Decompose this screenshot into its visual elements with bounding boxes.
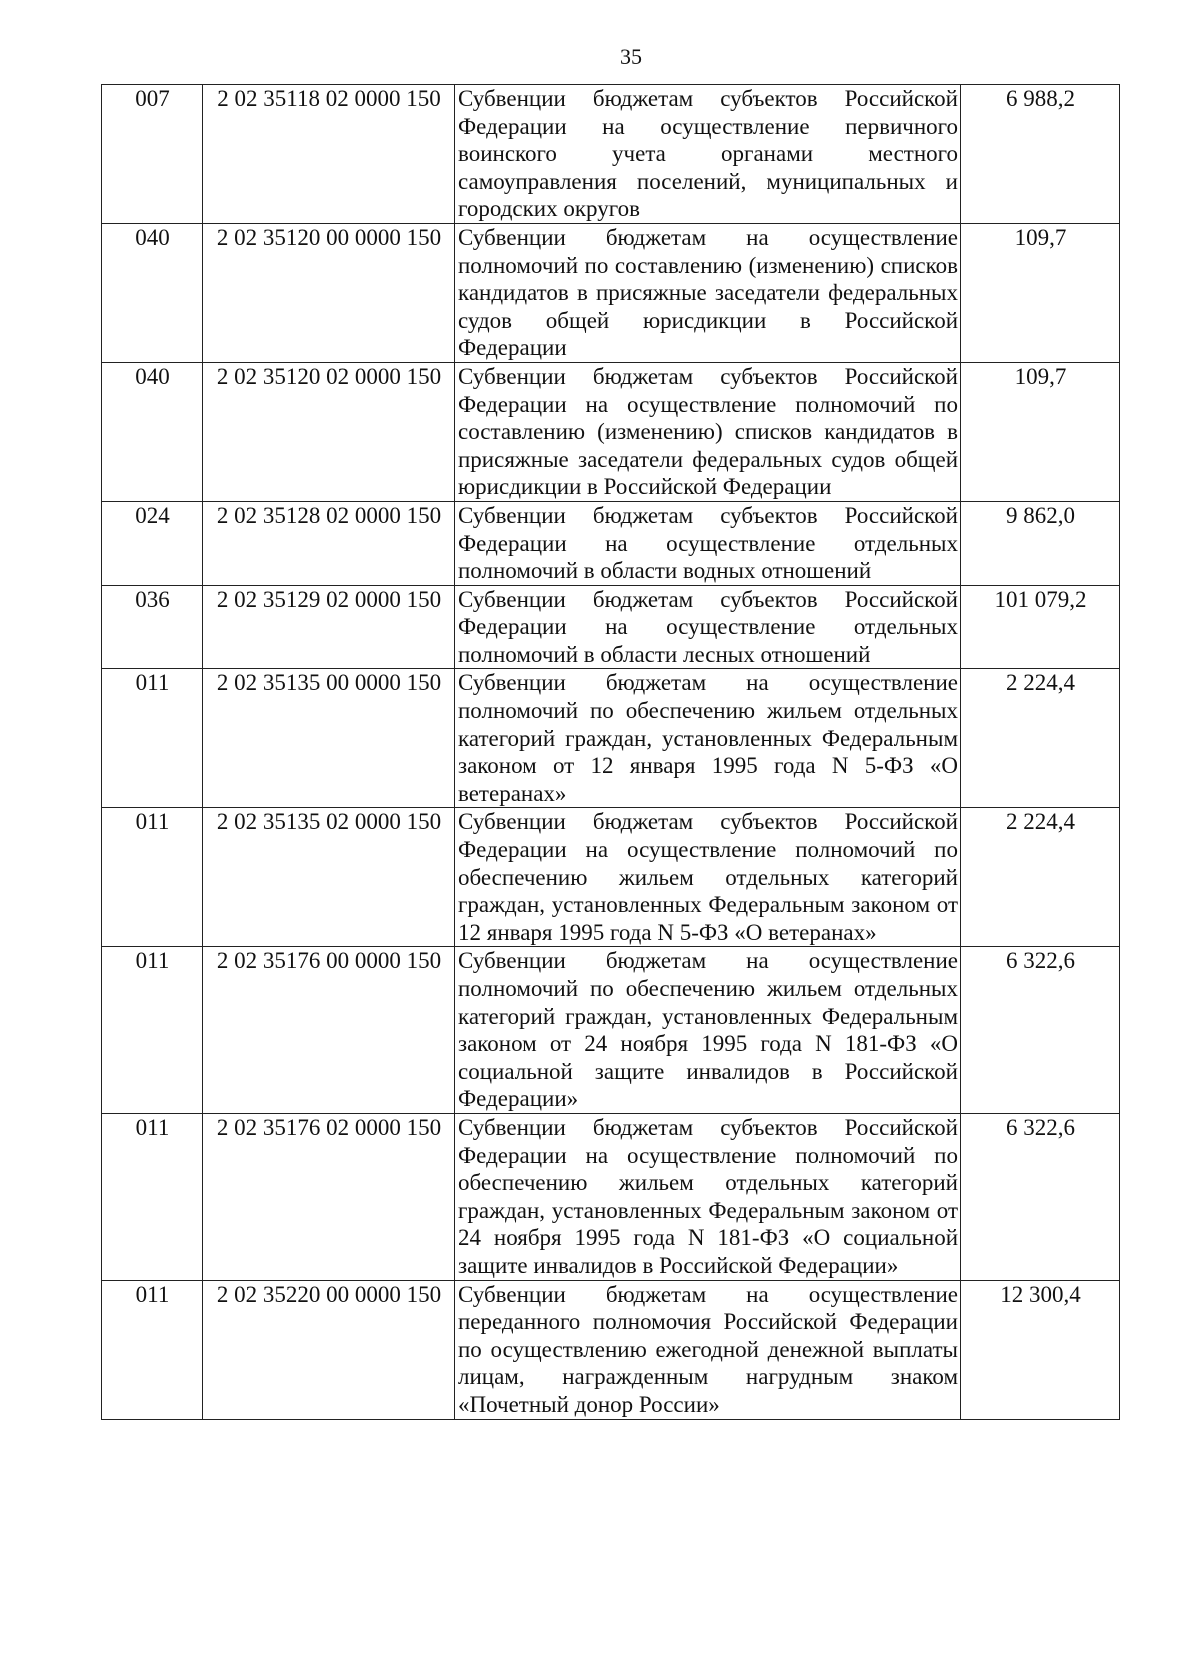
admin-code-cell: 011 <box>102 947 203 1114</box>
admin-code-cell: 011 <box>102 1280 203 1419</box>
amount-cell: 109,7 <box>961 223 1120 362</box>
description-cell: Субвенции бюджетам субъектов Российской Федерации на осуществление отдельных полномочий в области лесных отношений <box>455 585 961 669</box>
table-row <box>102 669 1120 808</box>
amount-cell: 6 322,6 <box>961 947 1120 1114</box>
budget-table <box>101 84 1120 1420</box>
budget-code-cell: 2 02 35135 00 0000 150 <box>203 669 455 808</box>
page-number: 35 <box>620 44 642 69</box>
table-row <box>102 85 1120 224</box>
amount-cell: 109,7 <box>961 362 1120 501</box>
description-cell: Субвенции бюджетам субъектов Российской Федерации на осуществление полномочий по обеспечению жильем отдельных категорий граждан, установленных Федеральным законом от 24 ноября 1995 года N 181-ФЗ «О социальной защите инвалидов в Российской Федерации» <box>455 1113 961 1280</box>
budget-code-cell: 2 02 35118 02 0000 150 <box>203 85 455 224</box>
amount-cell: 12 300,4 <box>961 1280 1120 1419</box>
amount-cell: 6 322,6 <box>961 1113 1120 1280</box>
amount-cell: 2 224,4 <box>961 808 1120 947</box>
description-cell: Субвенции бюджетам на осуществление полномочий по обеспечению жильем отдельных категорий граждан, установленных Федеральным законом от 12 января 1995 года N 5-ФЗ «О ветеранах» <box>455 669 961 808</box>
admin-code-cell: 024 <box>102 501 203 585</box>
admin-code-cell: 011 <box>102 808 203 947</box>
amount-cell: 6 988,2 <box>961 85 1120 224</box>
budget-code-cell: 2 02 35176 02 0000 150 <box>203 1113 455 1280</box>
description-cell: Субвенции бюджетам на осуществление переданного полномочия Российской Федерации по осуществлению ежегодной денежной выплаты лицам, награжденным нагрудным знаком «Почетный донор России» <box>455 1280 961 1419</box>
table-row <box>102 1113 1120 1280</box>
description-cell: Субвенции бюджетам субъектов Российской Федерации на осуществление полномочий по обеспечению жильем отдельных категорий граждан, установленных Федеральным законом от 12 января 1995 года N 5-ФЗ «О ветеранах» <box>455 808 961 947</box>
budget-code-cell: 2 02 35120 00 0000 150 <box>203 223 455 362</box>
description-cell: Субвенции бюджетам субъектов Российской Федерации на осуществление первичного воинского учета органами местного самоуправления поселений, муниципальных и городских округов <box>455 85 961 224</box>
budget-code-cell: 2 02 35220 00 0000 150 <box>203 1280 455 1419</box>
description-cell: Субвенции бюджетам субъектов Российской Федерации на осуществление полномочий по составлению (изменению) списков кандидатов в присяжные заседатели федеральных судов общей юрисдикции в Российской Федерации <box>455 362 961 501</box>
admin-code-cell: 040 <box>102 362 203 501</box>
budget-code-cell: 2 02 35128 02 0000 150 <box>203 501 455 585</box>
amount-cell: 9 862,0 <box>961 501 1120 585</box>
admin-code-cell: 011 <box>102 1113 203 1280</box>
table-row <box>102 501 1120 585</box>
budget-code-cell: 2 02 35135 02 0000 150 <box>203 808 455 947</box>
table-row <box>102 223 1120 362</box>
description-cell: Субвенции бюджетам субъектов Российской Федерации на осуществление отдельных полномочий в области водных отношений <box>455 501 961 585</box>
table-row <box>102 585 1120 669</box>
admin-code-cell: 036 <box>102 585 203 669</box>
admin-code-cell: 040 <box>102 223 203 362</box>
table-row <box>102 947 1120 1114</box>
budget-code-cell: 2 02 35129 02 0000 150 <box>203 585 455 669</box>
table-row <box>102 808 1120 947</box>
table-row <box>102 1280 1120 1419</box>
budget-code-cell: 2 02 35176 00 0000 150 <box>203 947 455 1114</box>
amount-cell: 2 224,4 <box>961 669 1120 808</box>
admin-code-cell: 011 <box>102 669 203 808</box>
description-cell: Субвенции бюджетам на осуществление полномочий по обеспечению жильем отдельных категорий граждан, установленных Федеральным законом от 24 ноября 1995 года N 181-ФЗ «О социальной защите инвалидов в Российской Федерации» <box>455 947 961 1114</box>
description-cell: Субвенции бюджетам на осуществление полномочий по составлению (изменению) списков кандидатов в присяжные заседатели федеральных судов общей юрисдикции в Российской Федерации <box>455 223 961 362</box>
table-row <box>102 362 1120 501</box>
amount-cell: 101 079,2 <box>961 585 1120 669</box>
admin-code-cell: 007 <box>102 85 203 224</box>
budget-code-cell: 2 02 35120 02 0000 150 <box>203 362 455 501</box>
